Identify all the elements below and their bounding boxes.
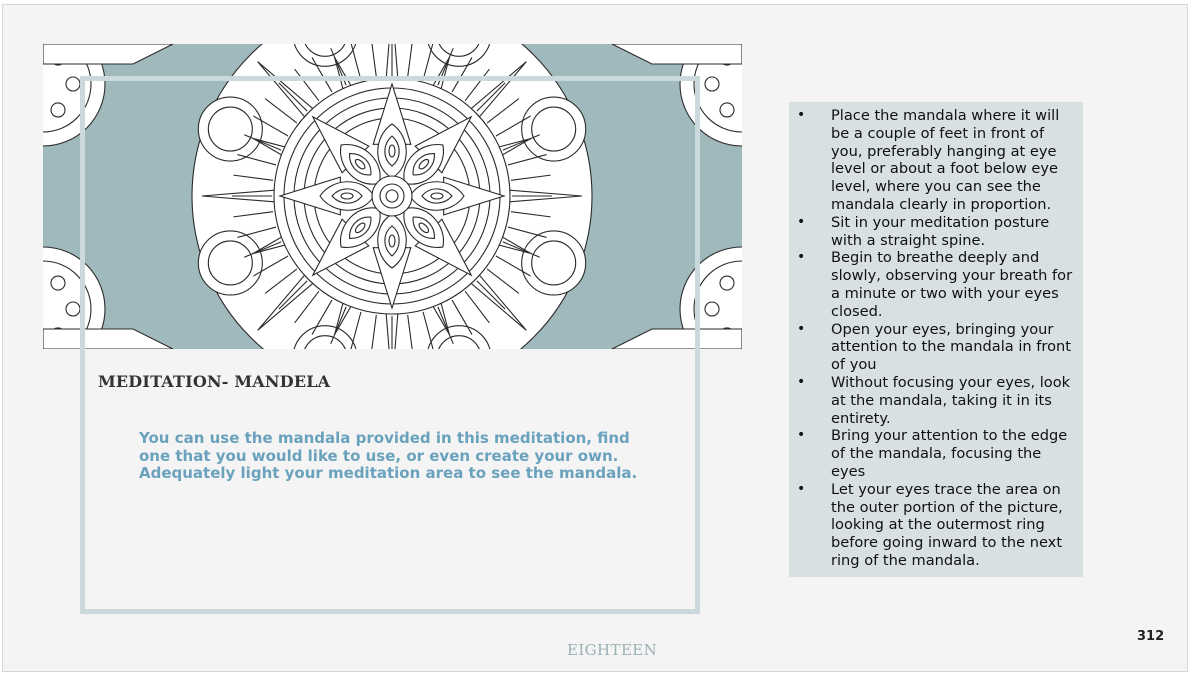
instruction-item <box>789 427 1075 480</box>
instruction-item <box>789 374 1075 427</box>
bullet-icon: • <box>797 107 806 123</box>
instruction-text: Sit in your meditation posture with a straight spine. <box>831 213 1050 249</box>
mandala-illustration-icon <box>43 44 742 349</box>
slide <box>2 4 1188 672</box>
bullet-icon: • <box>797 320 806 337</box>
instruction-item <box>789 481 1075 570</box>
slide-subtitle: You can use the mandala provided in this meditation, find one that you would like to use, or even create your own. Adequately light your meditation area to see the mandala. <box>139 429 638 482</box>
instruction-text: Let your eyes trace the area on the outer portion of the picture, looking at the outermost ring before going inward to the next ring of the mandala. <box>831 480 1063 569</box>
bullet-icon: • <box>797 480 806 497</box>
instruction-item <box>789 214 1075 250</box>
instructions-panel <box>789 102 1083 577</box>
bullet-icon: • <box>797 373 806 390</box>
mandala-image <box>43 44 742 349</box>
page-number: 312 <box>1137 629 1165 644</box>
footer-text: EIGHTEEN <box>567 641 658 659</box>
instruction-text: Place the mandala where it will be a couple of feet in front of you, preferably hanging at eye level or about a foot below eye level, where you can see the mandala clearly in proportion. <box>831 107 1060 213</box>
instructions-list <box>789 102 1083 570</box>
bullet-icon: • <box>797 427 806 444</box>
instruction-text: Begin to breathe deeply and slowly, observing your breath for a minute or two with your eyes closed. <box>831 249 1073 320</box>
instruction-item <box>789 321 1075 374</box>
instruction-text: Open your eyes, bringing your attention to the mandala in front of you <box>831 320 1071 374</box>
bullet-icon: • <box>797 249 806 266</box>
instruction-text: Bring your attention to the edge of the mandala, focusing the eyes <box>831 427 1068 480</box>
instruction-item <box>789 107 1075 214</box>
slide-title: MEDITATION- MANDELA <box>98 372 331 391</box>
instruction-item <box>789 249 1075 320</box>
bullet-icon: • <box>797 213 806 230</box>
instruction-text: Without focusing your eyes, look at the mandala, taking it in its entirety. <box>831 373 1071 427</box>
